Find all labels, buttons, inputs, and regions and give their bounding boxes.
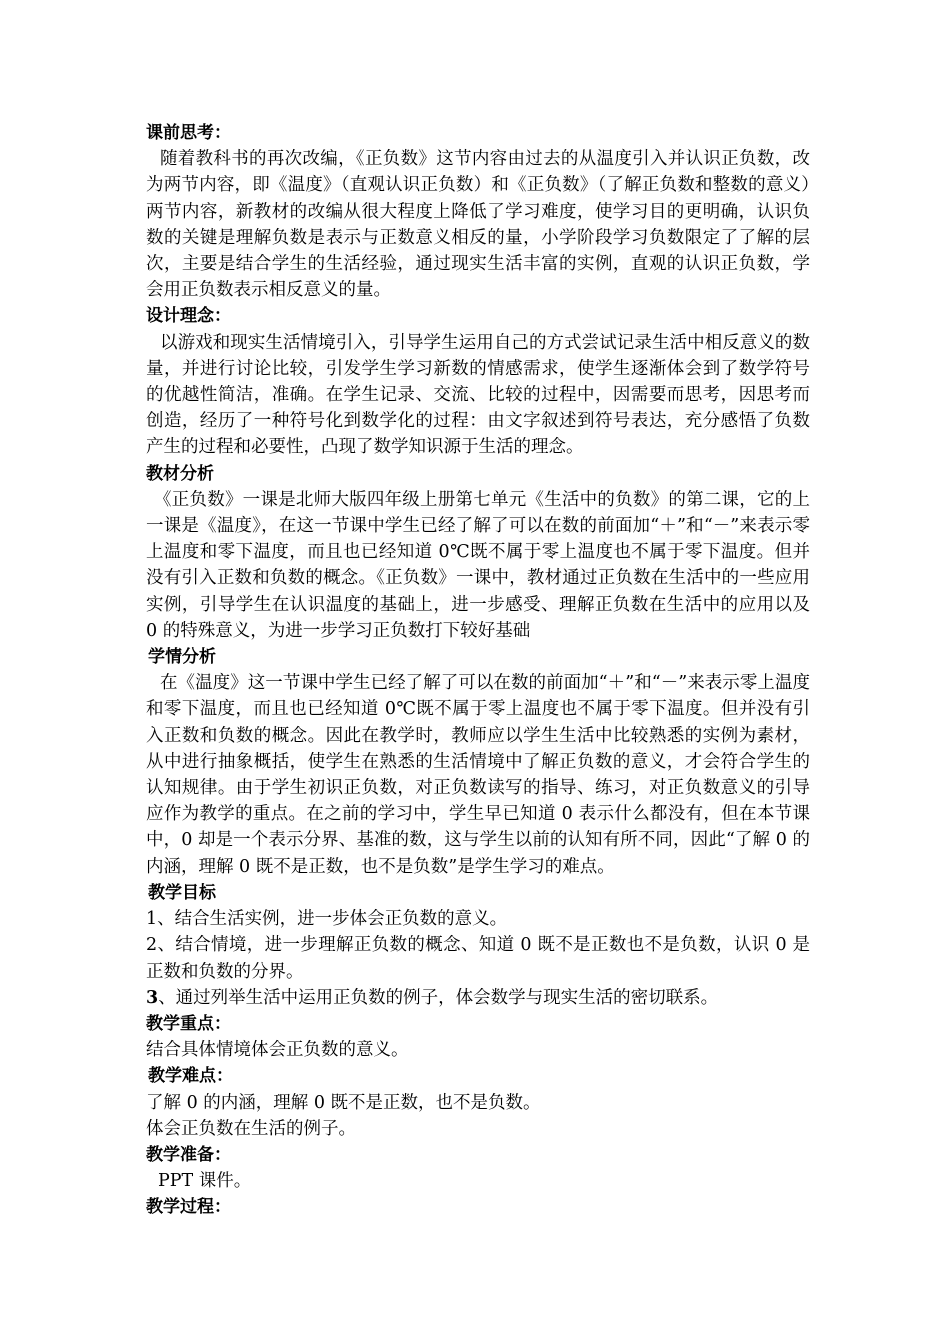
paragraph-material-analysis: 《正负数》一课是北师大版四年级上册第七单元《生活中的负数》的第二课，它的上一课是《温度》，在这一节课中学生已经了解了可以在数的前面加“＋”和“－”来表示零上温度和零下温度，而且也已经知道 0℃既不属于零上温度也不属于零下温度。但并没有引入正数和负数的概念。《正负数》一课中，教材通过正负数在生活中的一些应用实例，引导学生在认识温度的基础上，进一步感受、理解正负数在生活中的应用以及 0 的特殊意义，为进一步学习正负数打下较好基础 bbox=[146, 489, 810, 641]
heading-preparation: 教学准备： bbox=[146, 1144, 231, 1165]
heading-objectives: 教学目标 bbox=[148, 882, 216, 903]
objective-text: 、结合生活实例，进一步体会正负数的意义。 bbox=[157, 909, 508, 930]
heading-pre-thinking: 课前思考： bbox=[146, 123, 231, 143]
document-body bbox=[146, 120, 810, 1221]
objective-text: 、通过列举生活中运用正负数的例子，体会数学与现实生活的密切联系。 bbox=[158, 987, 719, 1008]
objective-item bbox=[146, 906, 810, 932]
objective-number: 3 bbox=[146, 987, 159, 1008]
heading-material-analysis: 教材分析 bbox=[146, 463, 214, 484]
difficulty-line: 体会正负数在生活的例子。 bbox=[146, 1118, 356, 1139]
objective-item bbox=[146, 985, 810, 1011]
paragraph-design-concept: 以游戏和现实生活情境引入，引导学生运用自己的方式尝试记录生活中相反意义的数量，并进行讨论比较，引发学生学习新数的情感需求，使学生逐渐体会到了数学符号的优越性简洁，准确。在学生记录、交流、比较的过程中，因需要而思考，因思考而创造，经历了一种符号化到数学化的过程：由文字叙述到符号表达，充分感悟了负数产生的过程和必要性，凸现了数学知识源于生活的理念。 bbox=[146, 332, 810, 458]
heading-key-points: 教学重点： bbox=[146, 1013, 231, 1034]
objective-number: 1 bbox=[146, 909, 158, 930]
heading-process: 教学过程： bbox=[146, 1197, 231, 1218]
paragraph-key-points: 结合具体情境体会正负数的意义。 bbox=[146, 1040, 409, 1061]
heading-student-analysis: 学情分析 bbox=[148, 647, 216, 668]
objective-number: 2 bbox=[146, 935, 158, 956]
heading-difficulties: 教学难点： bbox=[148, 1066, 233, 1087]
heading-design-concept: 设计理念： bbox=[146, 306, 231, 327]
paragraph-pre-thinking: 随着教科书的再次改编，《正负数》这节内容由过去的从温度引入并认识正负数，改为两节内容，即《温度》（直观认识正负数）和《正负数》（了解正负数和整数的意义）两节内容，新教材的改编从很大程度上降低了学习难度，使学习目的更明确，认识负数的关键是理解负数是表示与正数意义相反的量，小学阶段学习负数限定了了解的层次，主要是结合学生的生活经验，通过现实生活丰富的实例，直观的认识正负数，学会用正负数表示相反意义的量。 bbox=[146, 149, 810, 301]
objective-item bbox=[146, 932, 810, 984]
paragraph-preparation: PPT 课件。 bbox=[158, 1171, 252, 1192]
difficulty-line: 了解 0 的内涵，理解 0 既不是正数，也不是负数。 bbox=[146, 1092, 541, 1113]
objective-text: 、结合情境，进一步理解正负数的概念、知道 0 既不是正数也不是负数，认识 0 是正数和负数的分界。 bbox=[146, 935, 810, 982]
paragraph-student-analysis: 在《温度》这一节课中学生已经了解了可以在数的前面加“＋”和“－”来表示零上温度和零下温度，而且也已经知道 0℃既不属于零上温度也不属于零下温度。但并没有引入正数和负数的概念。因此在教学时，教师应以学生生活中比较熟悉的实例为素材，从中进行抽象概括，使学生在熟悉的生活情境中了解正负数的意义，才会符合学生的认知规律。由于学生初识正负数，对正负数读写的指导、练习，对正负数意义的引导应作为教学的重点。在之前的学习中，学生早已知道 0 表示什么都没有，但在本节课中，0 却是一个表示分界、基准的数，这与学生以前的认知有所不同，因此“了解 0 的内涵，理解 0 既不是正数，也不是负数”是学生学习的难点。 bbox=[146, 673, 810, 877]
